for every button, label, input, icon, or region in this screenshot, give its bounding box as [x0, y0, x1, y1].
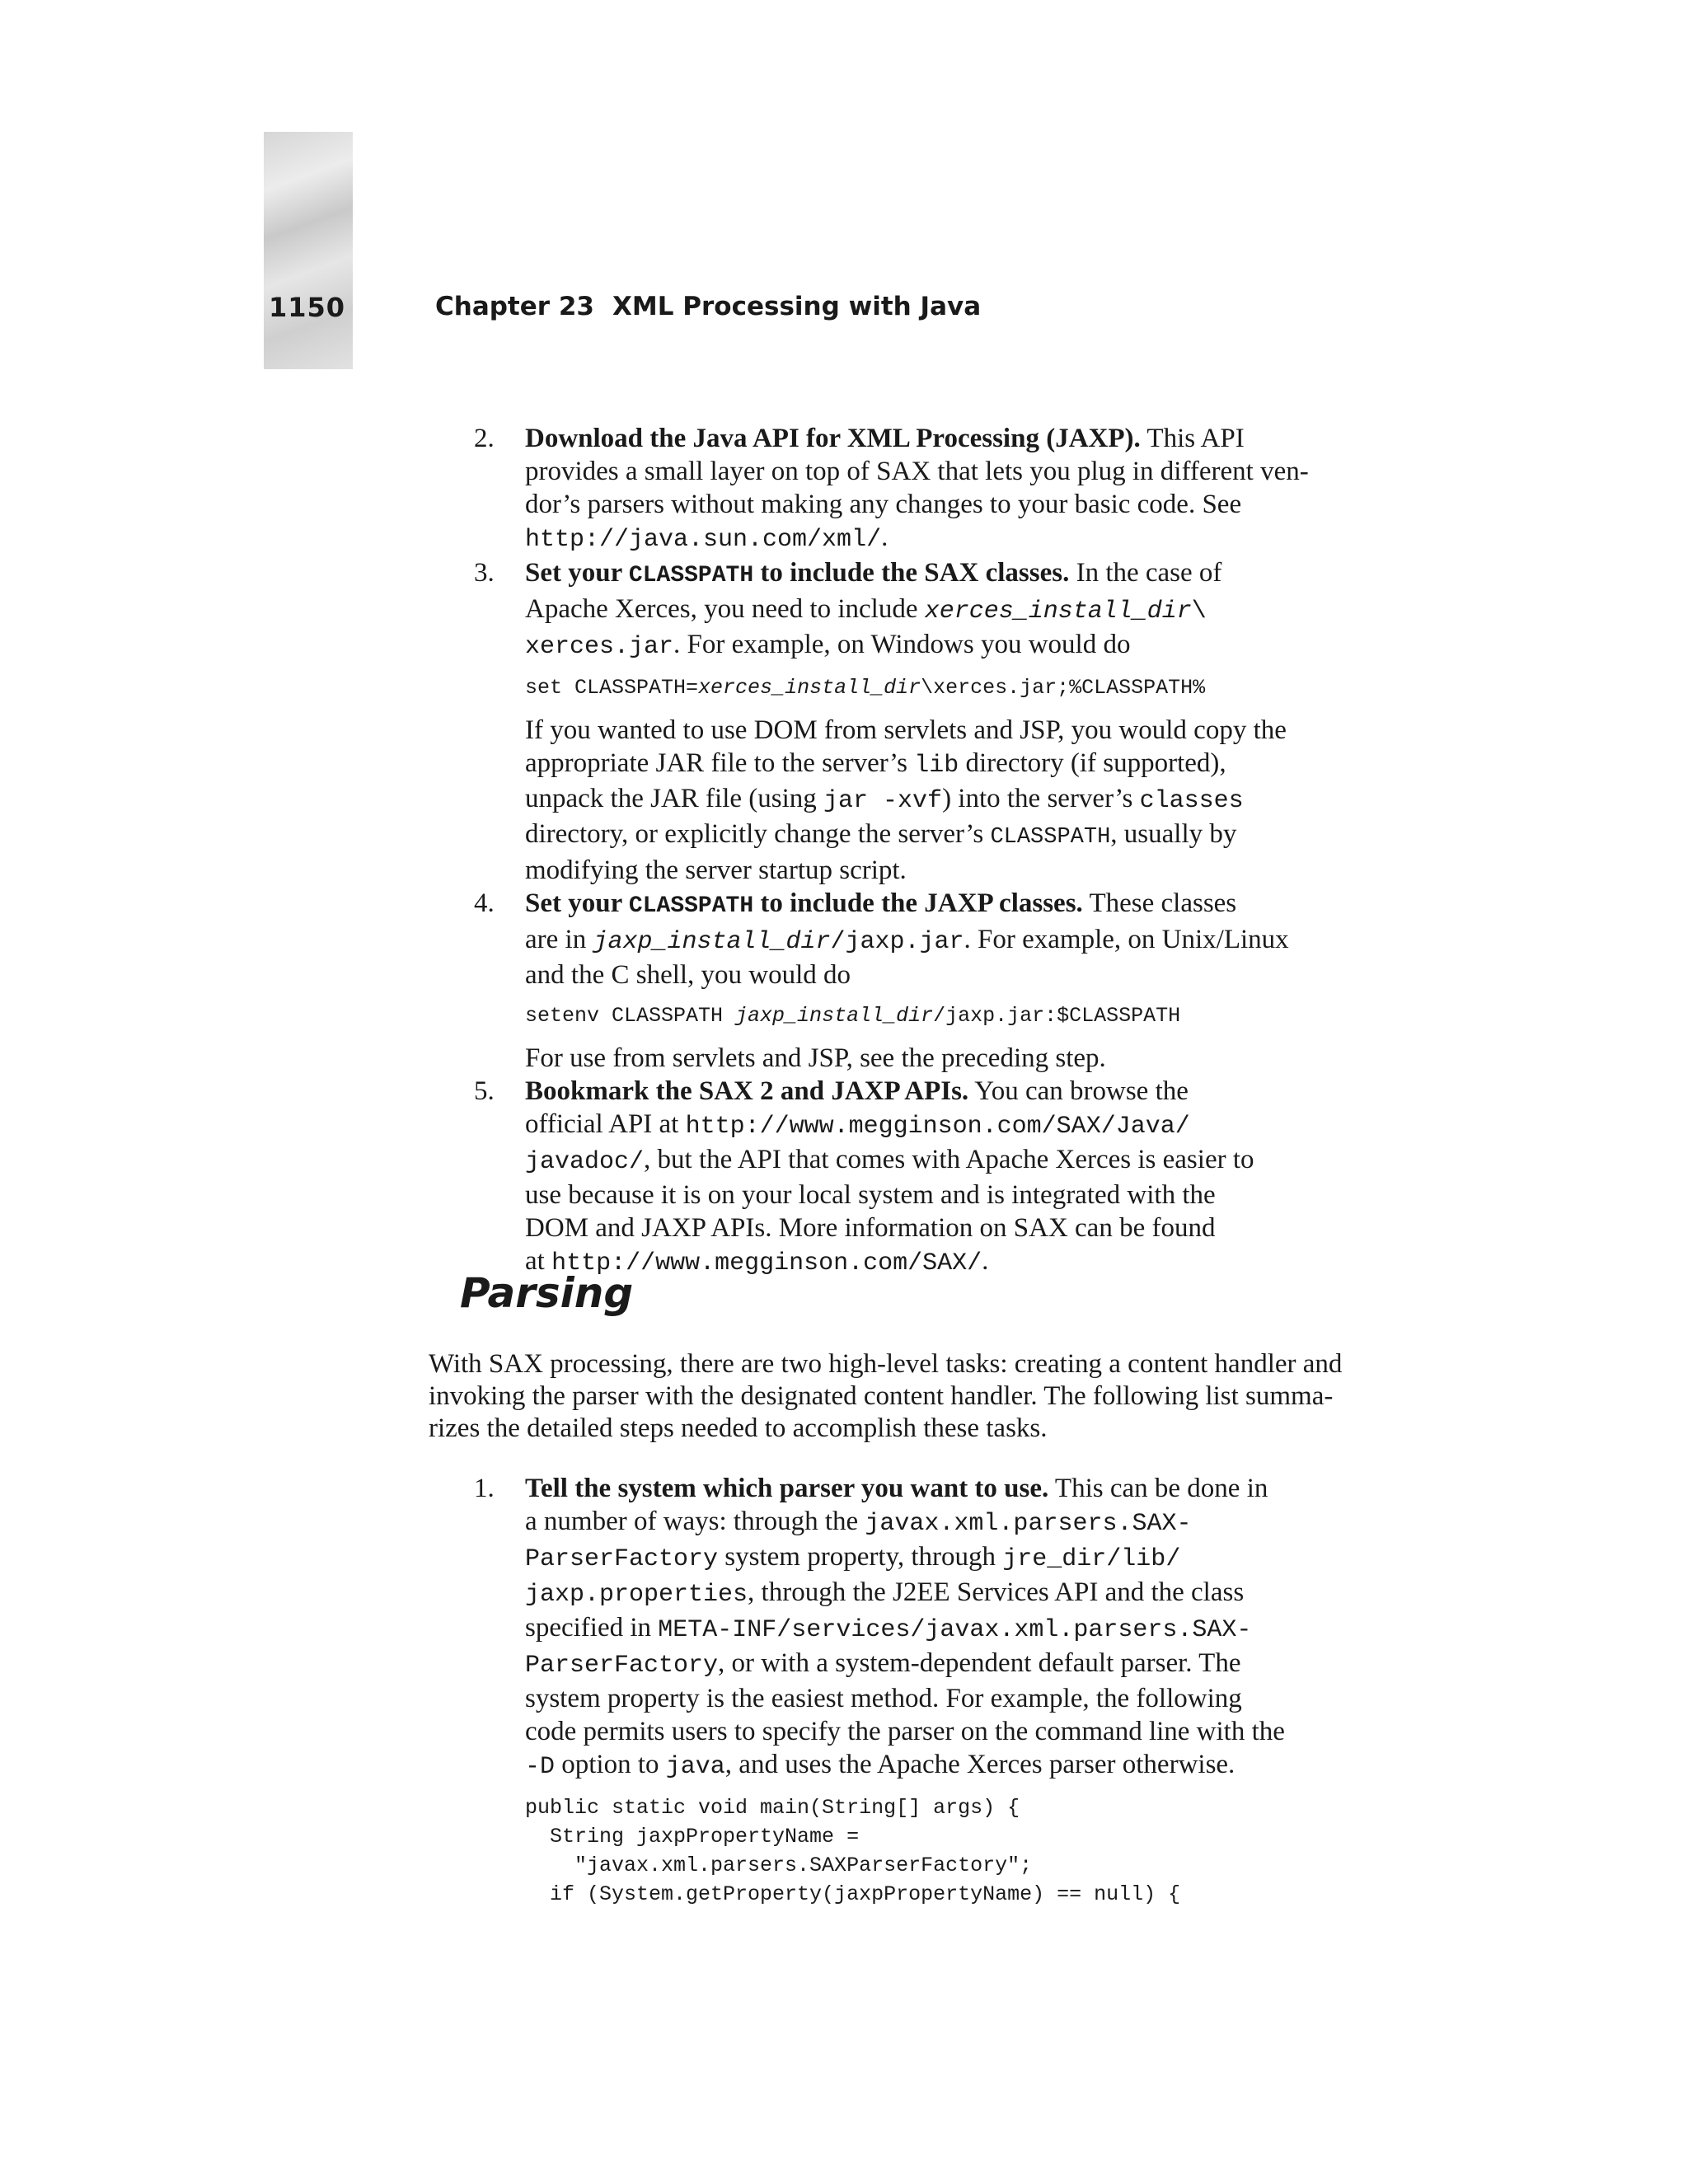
- list-item: [474, 887, 1381, 1075]
- item-text: Download the Java API for XML Processing (JAXP). This API provides a small layer on top of SAX that lets you plug in different ven- dor’s parsers without making any changes to your basic code. See http://java.sun.com/xml/.: [525, 424, 1309, 554]
- parsing-steps-list: [474, 1472, 1381, 1920]
- section-intro: With SAX processing, there are two high-level tasks: creating a content handler and invoking the parser with the designated content handler. The following list summa- rizes the detailed steps needed to accomplish these tasks.: [429, 1349, 1343, 1443]
- item-paragraph: If you wanted to use DOM from servlets and JSP, you would copy the appropriate JAR file to the server’s lib directory (if supported), unpack the JAR file (using jar -xvf) into the server’s classes directory, or explicitly change the server’s CLASSPATH, usually by modifying the server startup script.: [525, 715, 1287, 885]
- setup-steps-list: [474, 422, 1381, 1280]
- command-line: set CLASSPATH=xerces_install_dir\xerces.jar;%CLASSPATH%: [525, 676, 1206, 700]
- item-text: Bookmark the SAX 2 and JAXP APIs. You can browse the official API at http://www.megginson.com/SAX/Java/ javadoc/, but the API that comes with Apache Xerces is easier to use because it is on your local system and is integrated with the DOM and JAXP APIs. More information on SAX can be found at http://www.megginson.com/SAX/.: [525, 1076, 1254, 1277]
- item-number: 3.: [474, 558, 495, 588]
- item-number: 2.: [474, 424, 495, 453]
- url-code: http://java.sun.com/xml/: [525, 526, 882, 554]
- page-number: 1150: [269, 292, 346, 323]
- section-heading: Parsing: [460, 1269, 634, 1317]
- list-item: [474, 556, 1381, 887]
- command-line: setenv CLASSPATH jaxp_install_dir/jaxp.jar:$CLASSPATH: [525, 1004, 1181, 1028]
- item-number: 5.: [474, 1076, 495, 1106]
- list-item: [474, 422, 1381, 556]
- item-number: 1.: [474, 1474, 495, 1503]
- code-line: String jaxpPropertyName =: [525, 1825, 860, 1849]
- item-text: Set your CLASSPATH to include the SAX classes. In the case of Apache Xerces, you need to include xerces_install_dir\ xerces.jar. For example, on Windows you would do: [525, 558, 1222, 661]
- code-line: if (System.getProperty(jaxpPropertyName) == null) {: [525, 1882, 1181, 1906]
- item-text: Set your CLASSPATH to include the JAXP classes. These classes are in jaxp_install_dir/jaxp.jar. For example, on Unix/Linux and the C shell, you would do: [525, 888, 1289, 990]
- chapter-title: XML Processing with Java: [612, 292, 982, 321]
- running-header: [435, 292, 981, 321]
- page-edge-tab: [264, 132, 353, 369]
- code-listing: [525, 1793, 1381, 1909]
- chapter-label: Chapter 23: [435, 292, 594, 321]
- list-item: [474, 1075, 1381, 1280]
- item-number: 4.: [474, 888, 495, 918]
- item-paragraph: For use from servlets and JSP, see the preceding step.: [525, 1043, 1106, 1073]
- list-item: [474, 1472, 1381, 1909]
- item-text: Tell the system which parser you want to use. This can be done in a number of ways: through the javax.xml.parsers.SAX- ParserFactory system property, through jre_dir/lib/ jaxp.properties, through the J2EE Services API and the class specified in META-INF/services/javax.xml.parsers.SAX- ParserFactory, or with a system-dependent default parser. The system property is the easiest method. For example, the following code permits users to specify the parser on the command line with the -D option to java, and uses the Apache Xerces parser otherwise.: [525, 1474, 1285, 1781]
- code-line: public static void main(String[] args) {: [525, 1796, 1020, 1820]
- code-line: "javax.xml.parsers.SAXParserFactory";: [525, 1854, 1033, 1877]
